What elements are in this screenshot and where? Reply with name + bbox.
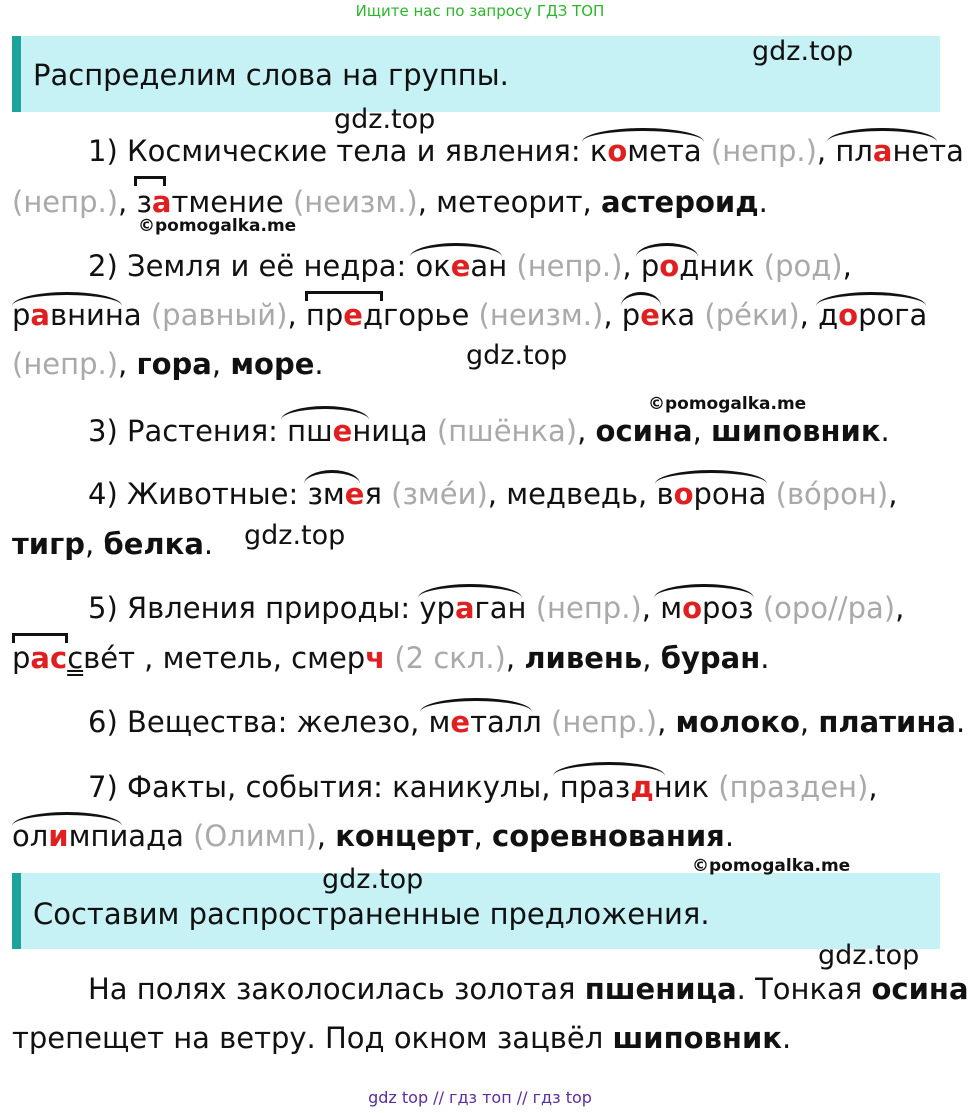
bold-word: пшеница (584, 972, 737, 1006)
separator: , (799, 298, 819, 332)
highlight-letter: е (450, 705, 471, 739)
highlight-letter: д (630, 770, 654, 804)
watermark-gdz: gdz.top (752, 36, 854, 67)
group-num: 5) Явления природы: (88, 591, 420, 625)
word-part: р (640, 249, 660, 283)
root-arc (553, 762, 665, 776)
group-num: 6) Вещества: железо, (88, 705, 429, 739)
separator: , (816, 134, 836, 168)
word-part: праз (559, 770, 631, 804)
word-part: зм (307, 477, 345, 511)
watermark-pomogalka: ©pomogalka.me (138, 216, 297, 236)
group-num: 2) Земля и её недра: (88, 249, 416, 283)
separator: , (868, 770, 878, 804)
sentence-line-1 (88, 972, 969, 1006)
separator: , (888, 477, 898, 511)
bold-word: концерт (335, 819, 474, 853)
prefix-bracket (12, 633, 68, 643)
watermark-pomogalka: ©pomogalka.me (648, 394, 807, 414)
word-part: ница (352, 414, 428, 448)
group-num: 7) Факты, события: каникулы, (88, 770, 560, 804)
word-part: ан (470, 249, 508, 283)
footer-links: gdz top // гдз топ // гдз top (368, 1088, 592, 1107)
highlight-letter: а (151, 185, 172, 219)
separator: , (118, 185, 137, 219)
root-arc (621, 292, 661, 306)
root-arc (12, 812, 122, 826)
word-note: (непр.) (12, 347, 119, 381)
heading-banner-2 (12, 873, 940, 949)
bold-word: гора (136, 347, 212, 381)
word-part: рога (858, 298, 928, 332)
group-6-line-1 (88, 705, 966, 739)
word-part: м (660, 591, 683, 625)
word-part: ган (474, 591, 527, 625)
sentence-line-2 (12, 1021, 792, 1055)
bold-word: белка (103, 527, 204, 561)
highlight-letter: е (450, 249, 471, 283)
separator: , (211, 347, 231, 381)
separator: . (314, 347, 324, 381)
highlight-letter: о (682, 591, 703, 625)
separator: . (880, 414, 890, 448)
root-arc (816, 292, 926, 306)
highlight-letter: и (48, 819, 69, 853)
separator: , (692, 414, 712, 448)
word-part: в (656, 477, 674, 511)
watermark-pomogalka: ©pomogalka.me (692, 856, 851, 876)
sentence-text: . (781, 1021, 792, 1055)
group-5-line-1 (88, 591, 905, 625)
word-part: нета (892, 134, 964, 168)
bold-word: шиповник (612, 1021, 782, 1055)
search-hint: Ищите нас по запросу ГДЗ ТОП (355, 2, 605, 20)
highlight-letter: ас (30, 641, 68, 675)
separator: . (203, 527, 214, 561)
word-note: (оро//ра) (753, 591, 896, 625)
word-part: ол (12, 819, 49, 853)
bold-word: осина (595, 414, 693, 448)
word-note: (непр.) (526, 591, 642, 625)
separator: . (758, 185, 768, 219)
word-part: тмение (171, 185, 284, 219)
word-part: з (136, 185, 152, 219)
highlight-letter: е (343, 298, 363, 332)
separator: . (724, 819, 735, 853)
word-note: (непр.) (507, 249, 623, 283)
bold-word: соревнования (492, 819, 725, 853)
watermark-gdz: gdz.top (818, 940, 920, 971)
root-arc (582, 128, 704, 142)
separator: , (842, 249, 852, 283)
word-part: рона (693, 477, 767, 511)
word-note: (пшёнка) (427, 414, 578, 448)
bold-word: молоко (675, 705, 800, 739)
watermark-gdz: gdz.top (334, 104, 436, 135)
group-2-line-3 (12, 347, 324, 381)
word-part: , метель, смер (134, 641, 366, 675)
group-3-line-1 (88, 414, 890, 448)
group-4-line-1 (88, 477, 898, 511)
separator: , (118, 347, 137, 381)
separator: , (603, 298, 622, 332)
highlight-letter: о (659, 249, 680, 283)
bold-word: осина (871, 972, 969, 1006)
separator: , (473, 819, 493, 853)
prefix-bracket (305, 291, 383, 301)
word-part: внина (50, 298, 142, 332)
word-part: , метеорит, (417, 185, 601, 219)
root-arc (418, 584, 522, 598)
root-arc (281, 406, 369, 420)
separator: , (316, 819, 336, 853)
sentence-text: На полях заколосилась золотая (88, 972, 585, 1006)
highlight-letter: а (872, 134, 893, 168)
word-part: мета (627, 134, 702, 168)
separator: , (85, 527, 104, 561)
word-part: дник (679, 249, 755, 283)
word-part: ник (653, 770, 710, 804)
root-arc (655, 470, 767, 484)
highlight-letter: о (607, 134, 628, 168)
word-part: р (12, 641, 31, 675)
bold-word: ливень (524, 641, 643, 675)
word-part: ур (419, 591, 455, 625)
word-part: м (428, 705, 451, 739)
separator: , (642, 641, 661, 675)
root-arc (12, 292, 122, 306)
separator: . (955, 705, 966, 739)
word-note: (непр.) (541, 705, 658, 739)
word-note: (во́рон) (766, 477, 889, 511)
root-arc (304, 470, 360, 484)
bold-word: буран (660, 641, 761, 675)
word-note: (зме́и) (381, 477, 488, 511)
word-part: мпиада (68, 819, 184, 853)
prefix-bracket (134, 176, 166, 186)
group-4-line-2 (12, 527, 214, 561)
group-5-line-2 (12, 641, 770, 675)
root-arc (654, 584, 754, 598)
separator: , (622, 249, 641, 283)
word-note: (равный) (141, 298, 288, 332)
root-arc (410, 243, 502, 257)
word-note: (непр.) (12, 185, 119, 219)
word-note: (2 скл.) (385, 641, 506, 675)
bold-word: астероид (600, 185, 759, 219)
group-num: 4) Животные: (88, 477, 308, 511)
heading-1: Распределим слова на группы. (33, 58, 509, 92)
bold-word: платина (818, 705, 956, 739)
heading-2: Составим распространенные предложения. (33, 897, 710, 931)
group-7-line-2 (12, 819, 735, 853)
separator: , (287, 298, 306, 332)
separator: , (657, 705, 676, 739)
highlight-letter: а (454, 591, 475, 625)
word-part: , медведь, (487, 477, 657, 511)
highlight-letter: е (640, 298, 660, 332)
word-part: ка (659, 298, 696, 332)
bold-word: шиповник (711, 414, 881, 448)
word-part: талл (470, 705, 542, 739)
underlined-letter: с (67, 641, 84, 675)
word-part: к (589, 134, 608, 168)
root-arc (420, 698, 532, 712)
word-part: ок (415, 249, 451, 283)
word-note: (непр.) (701, 134, 817, 168)
word-part: пр (305, 298, 344, 332)
highlight-letter: о (673, 477, 694, 511)
group-7-line-1 (88, 770, 878, 804)
highlight-letter: е (332, 414, 353, 448)
group-1-line-2 (12, 185, 768, 219)
highlight-letter: о (838, 298, 859, 332)
word-note: (ре́ки) (695, 298, 800, 332)
watermark-gdz: gdz.top (244, 520, 346, 551)
word-part: пл (835, 134, 873, 168)
word-part: р (621, 298, 641, 332)
separator: , (505, 641, 525, 675)
word-part: пш (287, 414, 333, 448)
separator: , (577, 414, 596, 448)
word-part: я (364, 477, 382, 511)
bold-word: море (230, 347, 315, 381)
sentence-text: . Тонкая (736, 972, 872, 1006)
word-part: ве́т (83, 641, 135, 675)
root-arc (636, 243, 698, 257)
word-part: д (818, 298, 839, 332)
word-note: (неизм.) (283, 185, 418, 219)
separator: , (641, 591, 661, 625)
word-note: (празден) (709, 770, 869, 804)
separator: , (799, 705, 819, 739)
sentence-text: трепещет на ветру. Под окном зацвёл (12, 1021, 613, 1055)
bold-word: тигр (12, 527, 86, 561)
separator: . (760, 641, 770, 675)
word-part: дгорье (362, 298, 470, 332)
word-note: (неизм.) (469, 298, 604, 332)
highlight-letter: а (30, 298, 50, 332)
word-part: р (12, 298, 31, 332)
word-part: роз (702, 591, 754, 625)
highlight-letter: ч (365, 641, 386, 675)
root-arc (827, 128, 937, 142)
word-note: (Олимп) (183, 819, 317, 853)
group-num: 1) Космические тела и явления: (88, 134, 590, 168)
separator: , (895, 591, 905, 625)
group-num: 3) Растения: (88, 414, 288, 448)
highlight-letter: е (344, 477, 365, 511)
word-note: (род) (754, 249, 843, 283)
group-2-line-2 (12, 298, 928, 332)
watermark-gdz: gdz.top (466, 340, 568, 371)
watermark-gdz: gdz.top (322, 864, 424, 895)
